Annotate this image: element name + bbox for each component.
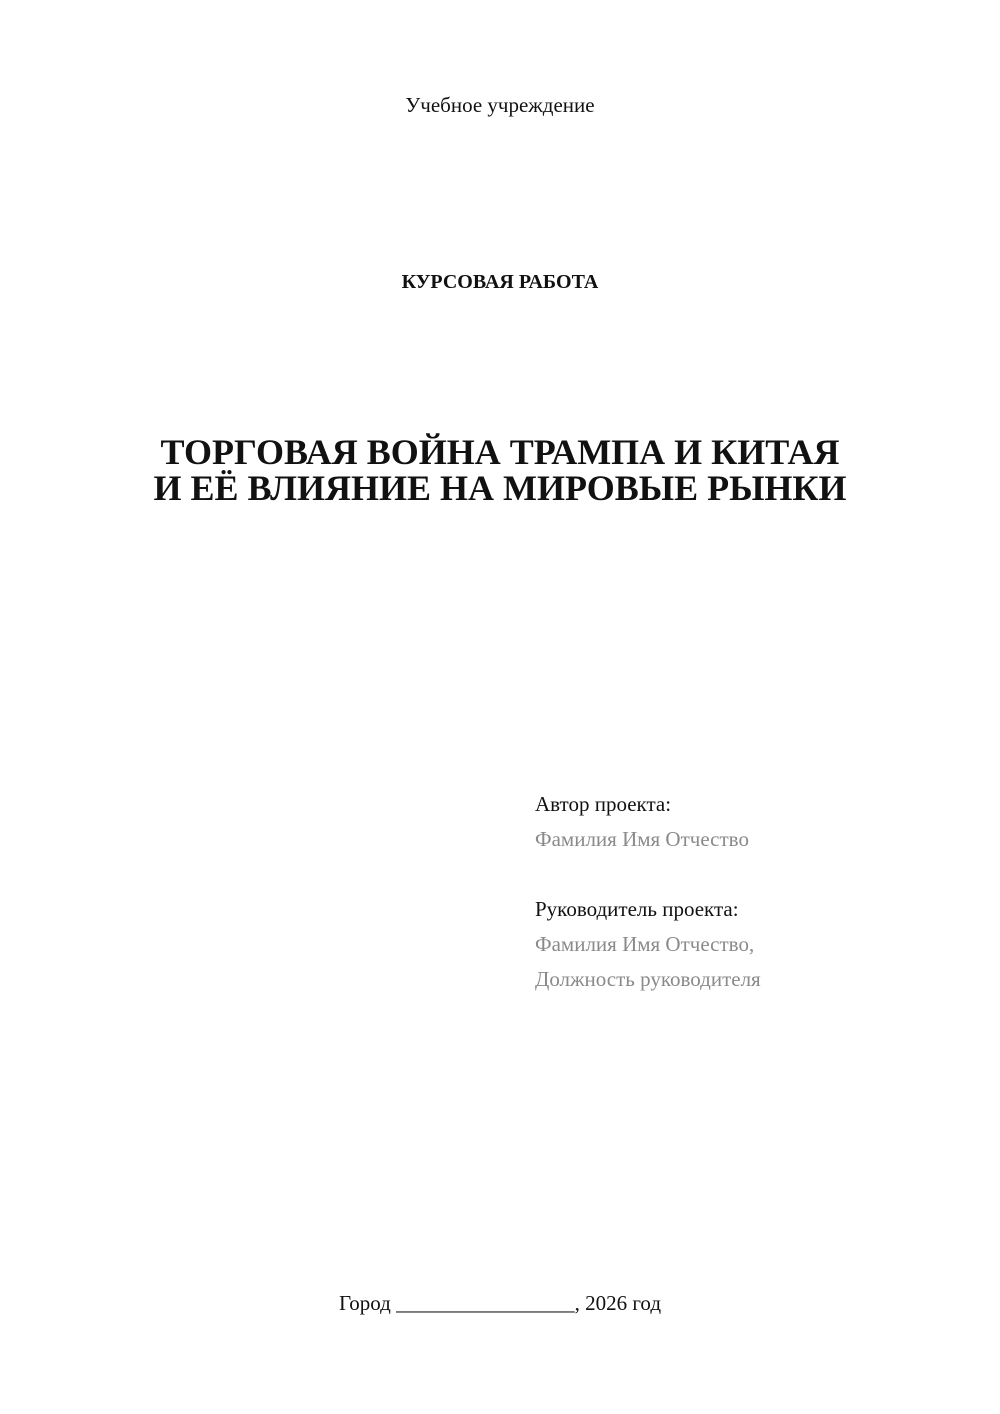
- supervisor-position: Должность руководителя: [535, 967, 761, 991]
- institution-name: Учебное учреждение: [405, 93, 595, 117]
- author-name: Фамилия Имя Отчество: [535, 827, 749, 851]
- author-block: [535, 787, 975, 857]
- city-year-line: Город _________________, 2026 год: [338, 1291, 662, 1315]
- author-label: Автор проекта:: [535, 792, 672, 816]
- topic-title: [0, 434, 1000, 506]
- supervisor-name: Фамилия Имя Отчество,: [535, 932, 755, 956]
- supervisor-block: [535, 892, 975, 997]
- supervisor-label: Руководитель проекта:: [535, 897, 739, 921]
- work-type-heading: КУРСОВАЯ РАБОТА: [401, 271, 599, 293]
- topic-title-line-1: ТОРГОВАЯ ВОЙНА ТРАМПА И КИТАЯ: [160, 432, 840, 472]
- topic-title-line-2: И ЕЁ ВЛИЯНИЕ НА МИРОВЫЕ РЫНКИ: [153, 468, 847, 508]
